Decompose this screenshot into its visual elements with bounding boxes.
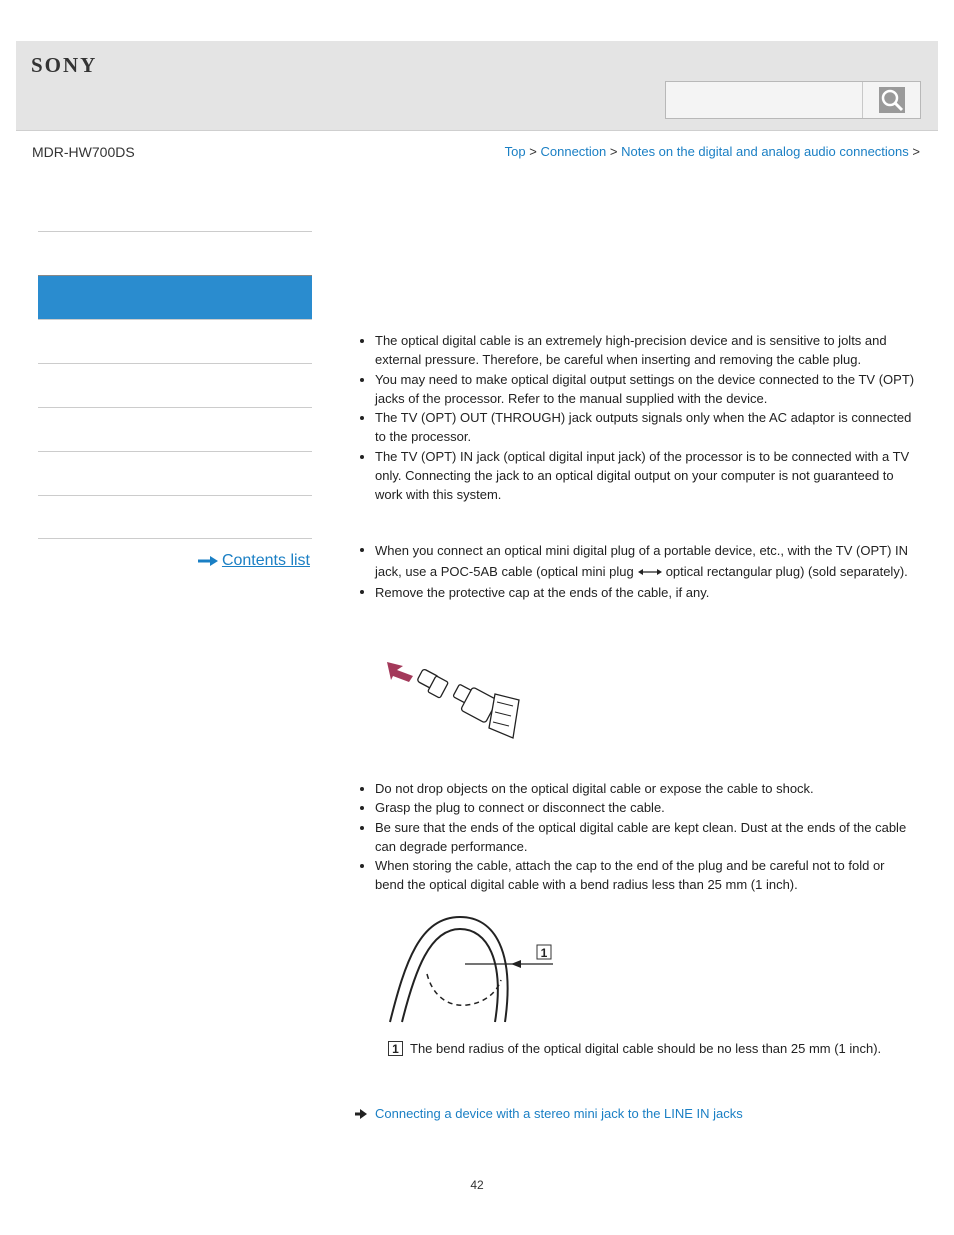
sidebar-item[interactable] (38, 231, 312, 275)
callout-text: The bend radius of the optical digital cable should be no less than 25 mm (1 inch). (410, 1041, 882, 1056)
sidebar-item[interactable] (38, 407, 312, 451)
cable-cap-illustration (385, 658, 525, 742)
sidebar-item[interactable] (38, 319, 312, 363)
sidebar-item[interactable] (38, 451, 312, 495)
contents-list-link[interactable] (198, 552, 310, 570)
main-content (355, 331, 915, 893)
related-link-row (355, 1106, 743, 1121)
breadcrumb-notes-link[interactable]: Notes on the digital and analog audio connections (621, 144, 909, 159)
breadcrumb-separator: > (609, 144, 618, 159)
contents-list-label: Contents list (221, 552, 310, 569)
search-box (665, 81, 921, 119)
list-item: The TV (OPT) OUT (THROUGH) jack outputs signals only when the AC adaptor is connected to the processor. (355, 408, 915, 447)
list-item: Be sure that the ends of the optical digital cable are kept clean. Dust at the ends of the cable can degrade performance. (355, 818, 915, 857)
breadcrumb-separator: > (529, 144, 537, 159)
sidebar-nav (38, 231, 312, 569)
sidebar-item[interactable] (38, 363, 312, 407)
arrow-right-icon (198, 556, 218, 566)
sidebar-item-active[interactable] (38, 275, 312, 319)
double-arrow-icon (638, 568, 662, 576)
related-topic-link[interactable]: Connecting a device with a stereo mini jack to the LINE IN jacks (375, 1106, 743, 1121)
bend-radius-diagram (385, 912, 565, 1027)
list-item: You may need to make optical digital output settings on the device connected to the TV (OPT) jacks of the processor. Refer to the manual supplied with the device. (355, 370, 915, 409)
search-button[interactable] (862, 82, 920, 118)
section3-list (355, 779, 915, 895)
header-bar (16, 41, 938, 131)
section1-list (355, 331, 915, 505)
diagram-callout-number: 1 (540, 946, 548, 960)
poc-cable-text-1: When you connect an optical mini digital plug of a portable device, etc., with the TV (OPT) IN jack, use a POC-5AB cable (optical mini plug (375, 542, 909, 579)
magnifier-icon (879, 87, 905, 113)
callout-number-badge: 1 (388, 1041, 403, 1056)
figure-callout (388, 1041, 881, 1056)
arrow-right-icon (355, 1109, 367, 1119)
list-item: Grasp the plug to connect or disconnect the cable. (355, 798, 915, 817)
breadcrumb (505, 144, 920, 159)
search-input[interactable] (666, 82, 862, 118)
list-item: Remove the protective cap at the ends of the cable, if any. (355, 582, 915, 603)
model-name: MDR-HW700DS (32, 144, 135, 160)
breadcrumb-top-link[interactable]: Top (504, 144, 526, 159)
list-item: When storing the cable, attach the cap to the end of the plug and be careful not to fold or bend the optical digital cable with a bend radius less than 25 mm (1 inch). (355, 856, 915, 895)
list-item (355, 540, 915, 582)
sidebar-item[interactable] (38, 495, 312, 539)
section2-list (355, 540, 915, 603)
breadcrumb-separator: > (912, 144, 920, 159)
page-number: 42 (470, 1178, 484, 1192)
list-item: The optical digital cable is an extremely high-precision device and is sensitive to jolts and external pressure. Therefore, be careful when inserting and removing the cable plug. (355, 331, 915, 370)
list-item: The TV (OPT) IN jack (optical digital input jack) of the processor is to be connected with a TV only. Connecting the jack to an optical digital output on your computer is not guaranteed to work with this system. (355, 447, 915, 505)
breadcrumb-connection-link[interactable]: Connection (540, 144, 607, 159)
sony-logo[interactable]: SONY (31, 53, 98, 77)
list-item: Do not drop objects on the optical digital cable or expose the cable to shock. (355, 779, 915, 798)
poc-cable-text-2: optical rectangular plug) (sold separately). (665, 563, 908, 579)
